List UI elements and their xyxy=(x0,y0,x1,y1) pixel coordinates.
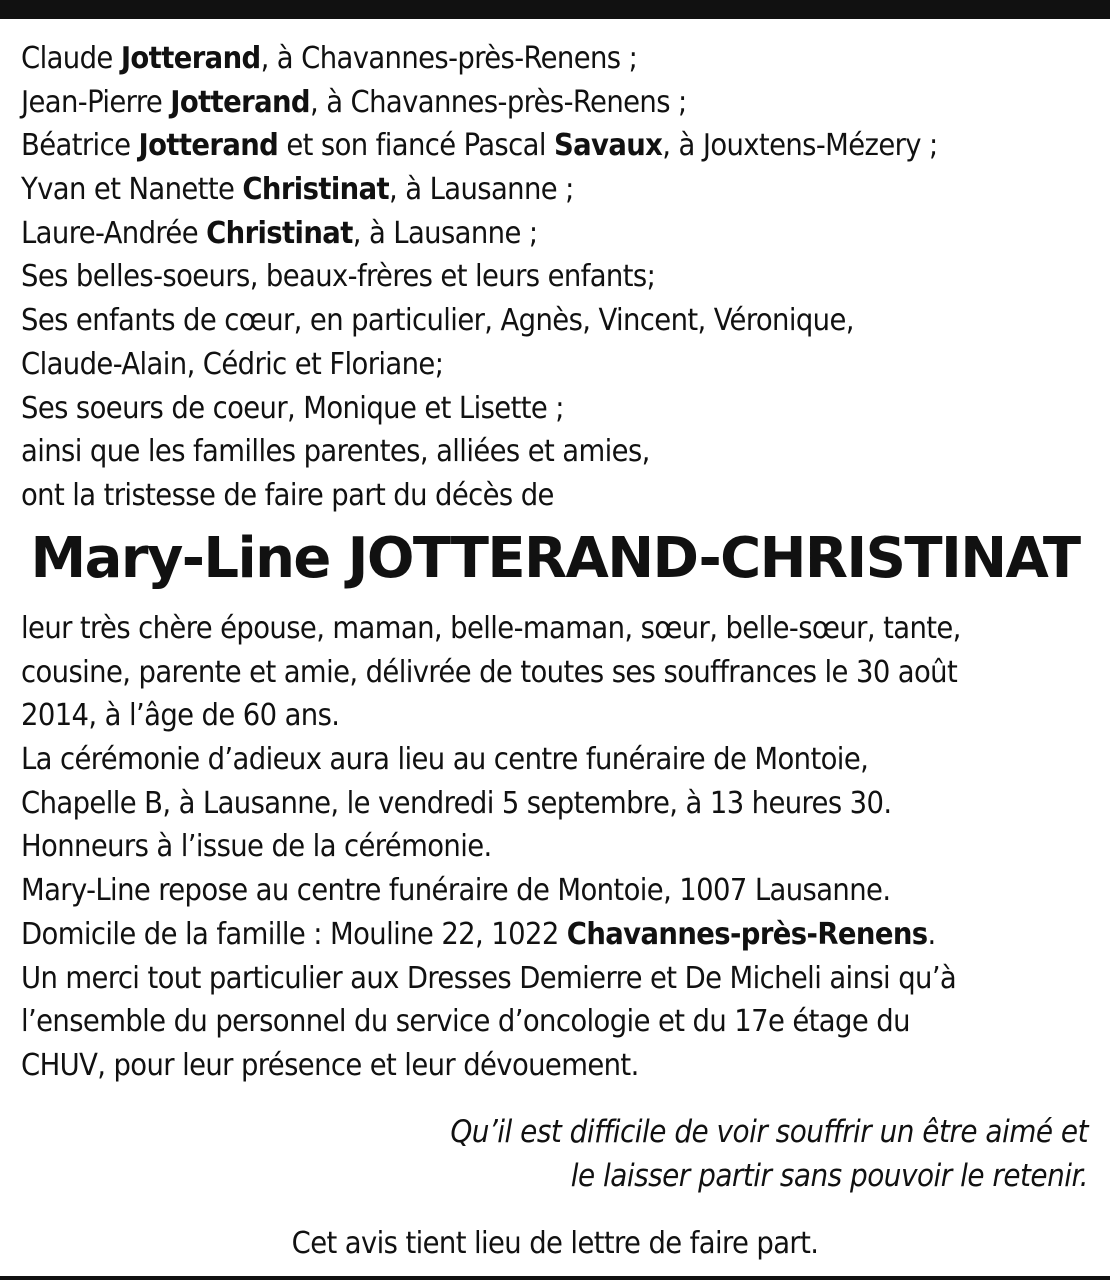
surname: Jotterand xyxy=(170,84,310,120)
family-line: Jean-Pierre Jotterand, à Chavannes-près-Renens ; xyxy=(21,84,687,120)
family-line: Béatrice Jotterand et son fiancé Pascal Savaux, à Jouxtens-Mézery ; xyxy=(21,128,938,164)
quote-line: Qu’il est difficile de voir souffrir un être aimé et xyxy=(450,1114,1088,1150)
top-border-rule xyxy=(0,0,1110,19)
surname: Jotterand xyxy=(138,128,279,164)
body-line: cousine, parente et amie, délivrée de toutes ses souffrances le 30 août xyxy=(21,654,958,690)
family-line: ont la tristesse de faire part du décès de xyxy=(21,477,554,513)
family-line: Ses soeurs de coeur, Monique et Lisette ; xyxy=(21,390,564,426)
quote-line: le laisser partir sans pouvoir le retenir. xyxy=(570,1157,1088,1194)
surname: Christinat xyxy=(206,215,353,251)
body-line: Honneurs à l’issue de la cérémonie. xyxy=(21,829,492,865)
body-line: 2014, à l’âge de 60 ans. xyxy=(21,698,340,734)
closing-note: Cet avis tient lieu de lettre de faire part. xyxy=(291,1226,819,1261)
family-line: Claude-Alain, Cédric et Floriane; xyxy=(21,346,444,382)
family-line: ainsi que les familles parentes, alliées et amies, xyxy=(21,434,650,470)
bottom-border-rule xyxy=(0,1276,1110,1280)
body-line: leur très chère épouse, maman, belle-maman, sœur, belle-sœur, tante, xyxy=(21,611,961,646)
family-line: Claude Jotterand, à Chavannes-près-Renens ; xyxy=(21,41,638,76)
memorial-quote xyxy=(450,1111,1088,1198)
deceased-name-heading: Mary-Line JOTTERAND-CHRISTINAT xyxy=(30,526,1080,591)
family-line: Ses belles-soeurs, beaux-frères et leurs enfants; xyxy=(21,259,656,295)
body-line: Mary-Line repose au centre funéraire de Montoie, 1007 Lausanne. xyxy=(21,873,891,909)
surname: Christinat xyxy=(242,172,390,208)
thanks-line: Un merci tout particulier aux Dresses Demierre et De Micheli ainsi qu’à xyxy=(21,960,957,996)
surname: Savaux xyxy=(553,128,663,164)
family-line: Laure-Andrée Christinat, à Lausanne ; xyxy=(21,215,538,251)
announcement-body xyxy=(21,607,1096,1088)
body-line: La cérémonie d’adieux aura lieu au centre funéraire de Montoie, xyxy=(21,742,869,778)
thanks-line: l’ensemble du personnel du service d’oncologie et du 17e étage du xyxy=(21,1004,910,1040)
domicile-place: Chavannes-près-Renens xyxy=(566,916,928,952)
thanks-line: CHUV, pour leur présence et leur dévouement. xyxy=(21,1047,639,1083)
domicile-line: Domicile de la famille : Mouline 22, 1022 Chavannes-près-Renens. xyxy=(21,916,936,952)
family-line: Yvan et Nanette Christinat, à Lausanne ; xyxy=(21,172,574,208)
family-line: Ses enfants de cœur, en particulier, Agnès, Vincent, Véronique, xyxy=(21,303,854,339)
family-announcement xyxy=(21,37,1096,518)
surname: Jotterand xyxy=(120,41,261,76)
body-line: Chapelle B, à Lausanne, le vendredi 5 septembre, à 13 heures 30. xyxy=(21,785,892,821)
